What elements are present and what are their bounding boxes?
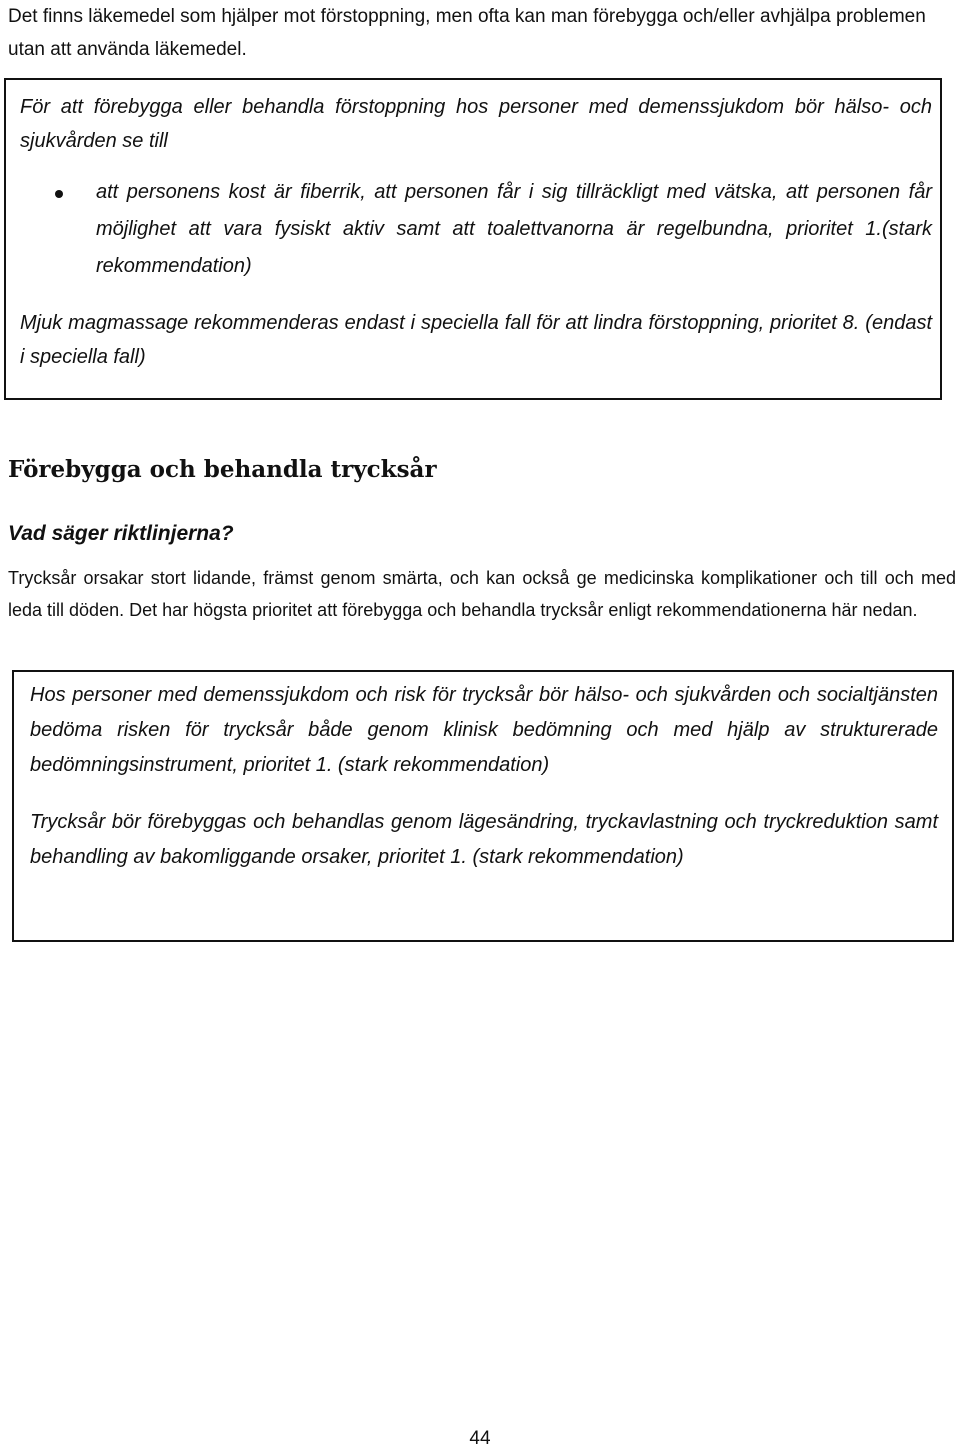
intro-paragraph: Det finns läkemedel som hjälper mot förstoppning, men ofta kan man förebygga och/eller avhjälpa problemen utan att använda läkemedel. <box>8 6 926 60</box>
page-number: 44 <box>469 1428 491 1449</box>
recommendation-intro: För att förebygga eller behandla förstoppning hos personer med demenssjukdom bör hälso- och sjukvården se till <box>20 96 932 152</box>
recommendation-risk-assessment: Hos personer med demenssjukdom och risk för trycksår bör hälso- och sjukvården och socialtjänsten bedöma risken för trycksår både genom klinisk bedömning och med hjälp av strukturerade bedömningsinstrument, prioritet 1. (stark rekommendation) <box>30 684 938 776</box>
recommendation-box-constipation <box>4 78 942 400</box>
bullet-item <box>20 174 932 285</box>
section-body: Trycksår orsakar stort lidande, främst genom smärta, och kan också ge medicinska komplikationer och till och med leda till döden. Det har högsta prioritet att förebygga och behandla trycksår enligt rekommendationerna här nedan. <box>8 568 956 620</box>
section-subheading: Vad säger riktlinjerna? <box>8 522 234 545</box>
section-heading: Förebygga och behandla trycksår <box>8 456 437 483</box>
bullet-text: att personens kost är fiberrik, att personen får i sig tillräckligt med vätska, att personen får möjlighet att vara fysiskt aktiv samt att toalettvanorna är regelbundna, prioritet 1.(stark rekommendation) <box>96 181 932 277</box>
bullet-icon <box>55 190 63 198</box>
recommendation-prevention: Trycksår bör förebyggas och behandlas genom lägesändring, tryckavlastning och tryckreduktion samt behandling av bakomliggande orsaker, prioritet 1. (stark rekommendation) <box>30 811 938 868</box>
recommendation-box-pressure-ulcers <box>12 670 954 942</box>
recommendation-massage: Mjuk magmassage rekommenderas endast i speciella fall för att lindra förstoppning, prioritet 8. (endast i speciella fall) <box>20 312 932 368</box>
